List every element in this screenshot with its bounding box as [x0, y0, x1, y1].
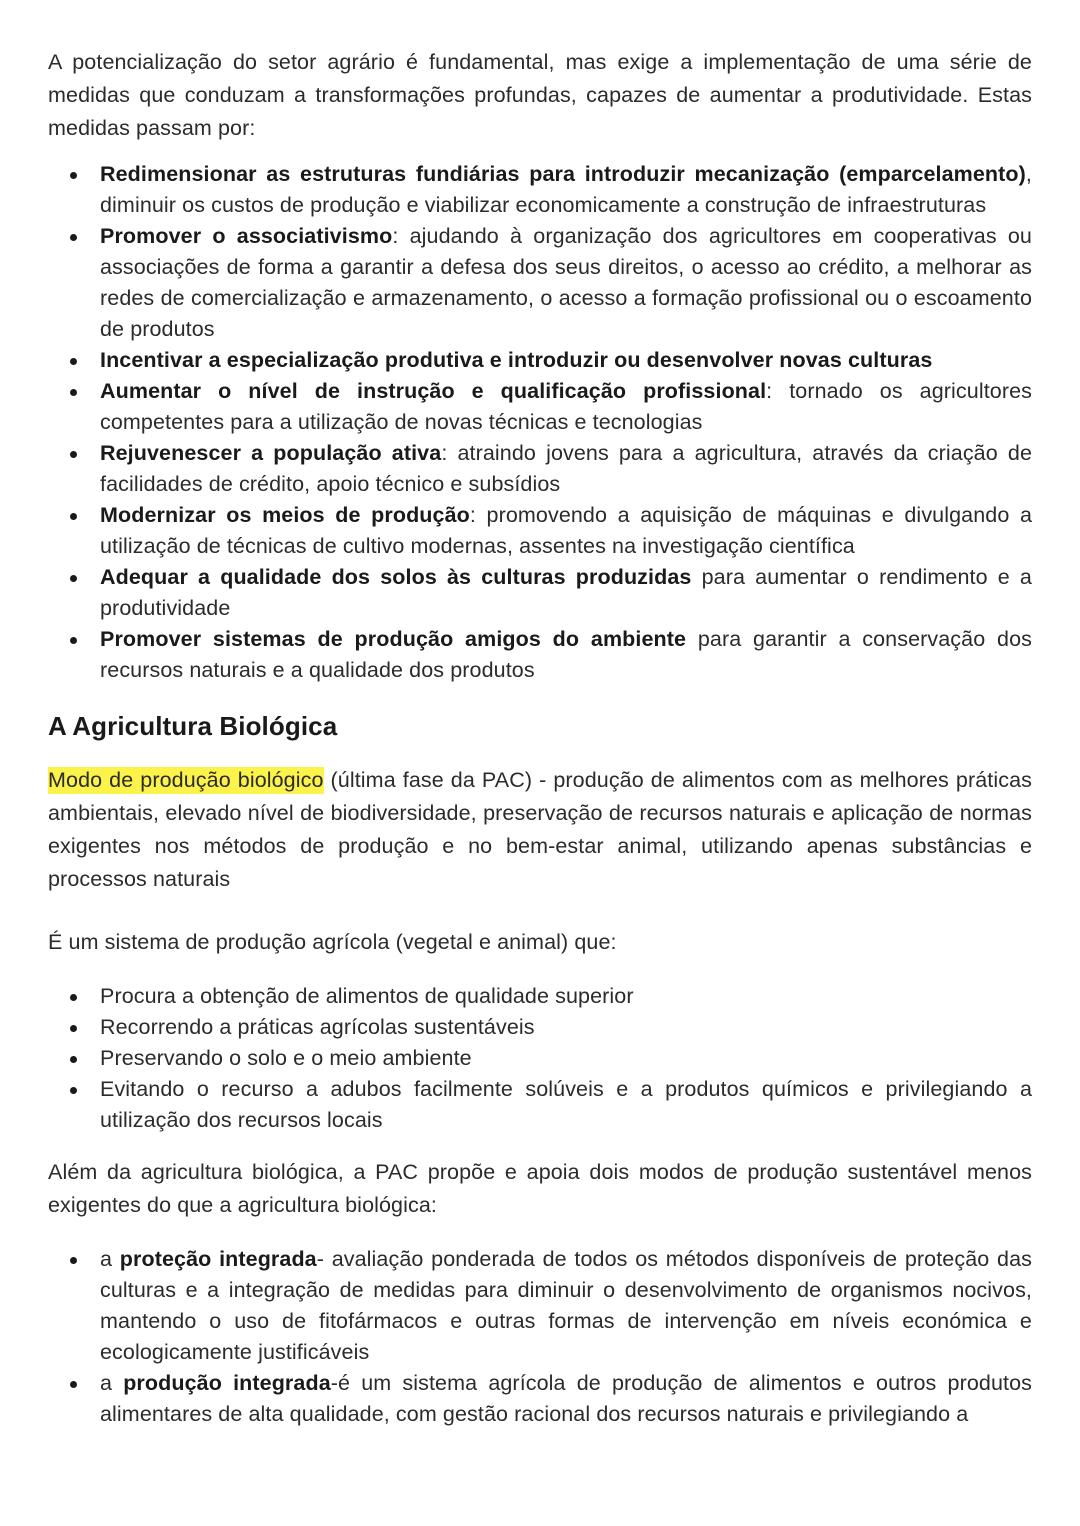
- list-item-bold: Incentivar a especialização produtiva e introduzir ou desenvolver novas culturas: [100, 348, 933, 372]
- list-item: [48, 345, 1032, 376]
- list-item-rest: - avaliação ponderada de todos os métodos disponíveis de proteção das culturas e a integração de medidas para diminuir o desenvolvimento de organismos nocivos, mantendo o uso de fitofármacos e outras formas de intervenção em níveis económica e ecologicamente justificáveis: [100, 1247, 1032, 1364]
- list-item-bold: Promover o associativismo: [100, 224, 393, 248]
- list-item-bold: Aumentar o nível de instrução e qualificação profissional: [100, 379, 767, 403]
- list-item: [48, 500, 1032, 562]
- list-item-rest: para garantir a conservação dos recursos naturais e a qualidade dos produtos: [100, 627, 1032, 682]
- list-item: [48, 1368, 1032, 1430]
- list-item-rest: : ajudando à organização dos agricultores em cooperativas ou associações de forma a garantir a defesa dos seus direitos, o acesso ao crédito, a melhorar as redes de comercialização e armazenamento, o acesso a formação profissional ou o escoamento de produtos: [100, 224, 1032, 341]
- list-item-bold: proteção integrada: [119, 1247, 317, 1271]
- spacer: [48, 1136, 1032, 1156]
- list-item-bold: Adequar a qualidade dos solos às culturas produzidas: [100, 565, 692, 589]
- list-item-rest: -é um sistema agrícola de produção de alimentos e outros produtos alimentares de alta qualidade, com gestão racional dos recursos naturais e privilegiando a: [100, 1371, 1032, 1426]
- intro-paragraph: A potencialização do setor agrário é fundamental, mas exige a implementação de uma série de medidas que conduzam a transformações profundas, capazes de aumentar a produtividade. Estas medidas passam por:: [48, 50, 1032, 140]
- system-items-list: [48, 981, 1032, 1136]
- list-item: Procura a obtenção de alimentos de qualidade superior: [48, 981, 1032, 1012]
- measures-list: [48, 159, 1032, 686]
- sustainable-intro-paragraph: Além da agricultura biológica, a PAC propõe e apoia dois modos de produção sustentável menos exigentes do que a agricultura biológica:: [48, 1160, 1032, 1217]
- system-intro-paragraph: É um sistema de produção agrícola (vegetal e animal) que:: [48, 930, 617, 954]
- list-item: [48, 438, 1032, 500]
- list-item-rest: : promovendo a aquisição de máquinas e divulgando a utilização de técnicas de cultivo modernas, assentes na investigação científica: [100, 503, 1032, 558]
- list-item: [48, 1244, 1032, 1368]
- definition-rest: (última fase da PAC) - produção de alimentos com as melhores práticas ambientais, elevado nível de biodiversidade, preservação de recursos naturais e aplicação de normas exigentes nos métodos de produção e no bem-estar animal, utilizando apenas substâncias e processos naturais: [48, 768, 1032, 891]
- list-item-bold: Modernizar os meios de produção: [100, 503, 470, 527]
- spacer: [48, 906, 1032, 926]
- list-item-prefix: a: [100, 1247, 120, 1271]
- spacer: [48, 1232, 1032, 1244]
- list-item-rest: para aumentar o rendimento e a produtividade: [100, 565, 1032, 620]
- list-item-rest: , diminuir os custos de produção e viabilizar economicamente a construção de infraestruturas: [100, 162, 1032, 217]
- list-item: [48, 221, 1032, 345]
- list-item-bold: Rejuvenescer a população ativa: [100, 441, 442, 465]
- sustainable-items-list: [48, 1244, 1032, 1430]
- list-item: [48, 562, 1032, 624]
- spacer: [48, 969, 1032, 981]
- definition-paragraph: [48, 764, 1032, 896]
- list-item: Evitando o recurso a adubos facilmente solúveis e a produtos químicos e privilegiando a utilização dos recursos locais: [48, 1074, 1032, 1136]
- list-item-bold: Promover sistemas de produção amigos do ambiente: [100, 627, 687, 651]
- list-item-bold: Redimensionar as estruturas fundiárias para introduzir mecanização (emparcelamento): [100, 162, 1026, 186]
- list-item: Preservando o solo e o meio ambiente: [48, 1043, 1032, 1074]
- list-item: Recorrendo a práticas agrícolas sustentáveis: [48, 1012, 1032, 1043]
- list-item: [48, 624, 1032, 686]
- list-item-rest: : tornado os agricultores competentes para a utilização de novas técnicas e tecnologias: [100, 379, 1032, 434]
- list-item: [48, 376, 1032, 438]
- list-item: [48, 159, 1032, 221]
- list-item-prefix: a: [100, 1371, 124, 1395]
- section-heading: A Agricultura Biológica: [48, 711, 338, 741]
- list-item-bold: produção integrada: [123, 1371, 331, 1395]
- highlighted-term: Modo de produção biológico: [48, 768, 324, 792]
- list-item-rest: : atraindo jovens para a agricultura, através da criação de facilidades de crédito, apoio técnico e subsídios: [100, 441, 1032, 496]
